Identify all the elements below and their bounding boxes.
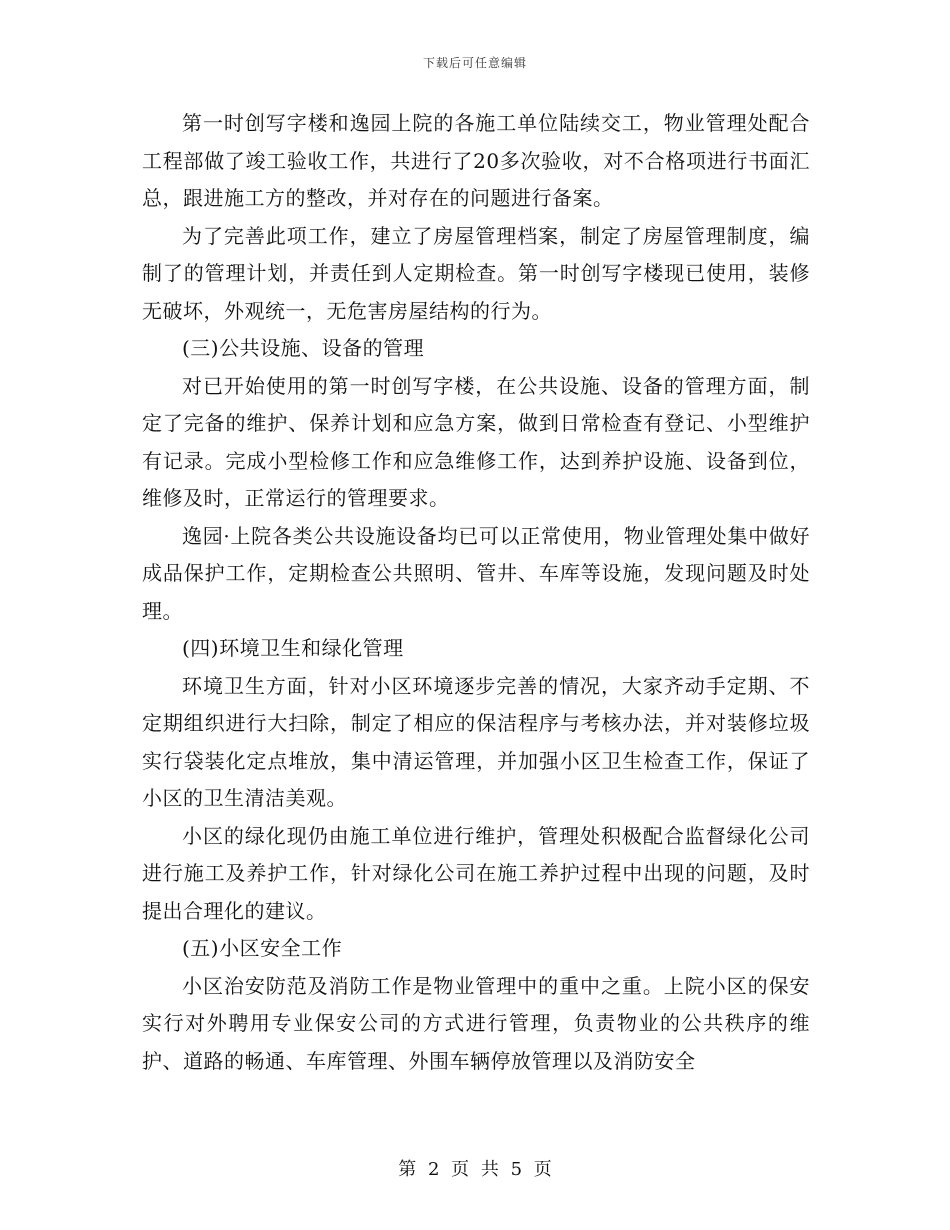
- section-heading-public-facilities: (三)公共设施、设备的管理: [182, 336, 425, 360]
- section-heading-security: (五)小区安全工作: [182, 936, 343, 960]
- page-number: 第 2 页 共 5 页: [398, 1159, 552, 1180]
- paragraph-yiyuan-facilities: 逸园·上院各类公共设施设备均已可以正常使用，物业管理处集中做好成品保护工作，定期检查公共照明、管井、车库等设施，发现问题及时处理。: [142, 523, 810, 623]
- body-text: [142, 105, 810, 1080]
- paragraph-housing-management: 为了完善此项工作，建立了房屋管理档案，制定了房屋管理制度，编制了的管理计划，并责任到人定期检查。第一时创写字楼现已使用，装修无破坏，外观统一，无危害房屋结构的行为。: [142, 223, 810, 323]
- paragraph-acceptance: 第一时创写字楼和逸园上院的各施工单位陆续交工，物业管理处配合工程部做了竣工验收工作，共进行了20多次验收，对不合格项进行书面汇总，跟进施工方的整改，并对存在的问题进行备案。: [142, 111, 810, 210]
- paragraph-greening: 小区的绿化现仍由施工单位进行维护，管理处积极配合监督绿化公司进行施工及养护工作，针对绿化公司在施工养护过程中出现的问题，及时提出合理化的建议。: [142, 823, 810, 923]
- paragraph-security: 小区治安防范及消防工作是物业管理中的重中之重。上院小区的保安实行对外聘用专业保安公司的方式进行管理，负责物业的公共秩序的维护、道路的畅通、车库管理、外围车辆停放管理以及消防安全: [142, 973, 810, 1073]
- paragraph-sanitation: 环境卫生方面，针对小区环境逐步完善的情况，大家齐动手定期、不定期组织进行大扫除，制定了相应的保洁程序与考核办法，并对装修垃圾实行袋装化定点堆放，集中清运管理，并加强小区卫生检查工作，保证了小区的卫生清洁美观。: [142, 673, 810, 810]
- paragraph-office-facilities: 对已开始使用的第一时创写字楼，在公共设施、设备的管理方面，制定了完备的维护、保养计划和应急方案，做到日常检查有登记、小型维护有记录。完成小型检修工作和应急维修工作，达到养护设施、设备到位，维修及时，正常运行的管理要求。: [142, 373, 810, 510]
- header-note: 下载后可任意编辑: [422, 56, 527, 70]
- section-heading-environment: (四)环境卫生和绿化管理: [182, 636, 404, 660]
